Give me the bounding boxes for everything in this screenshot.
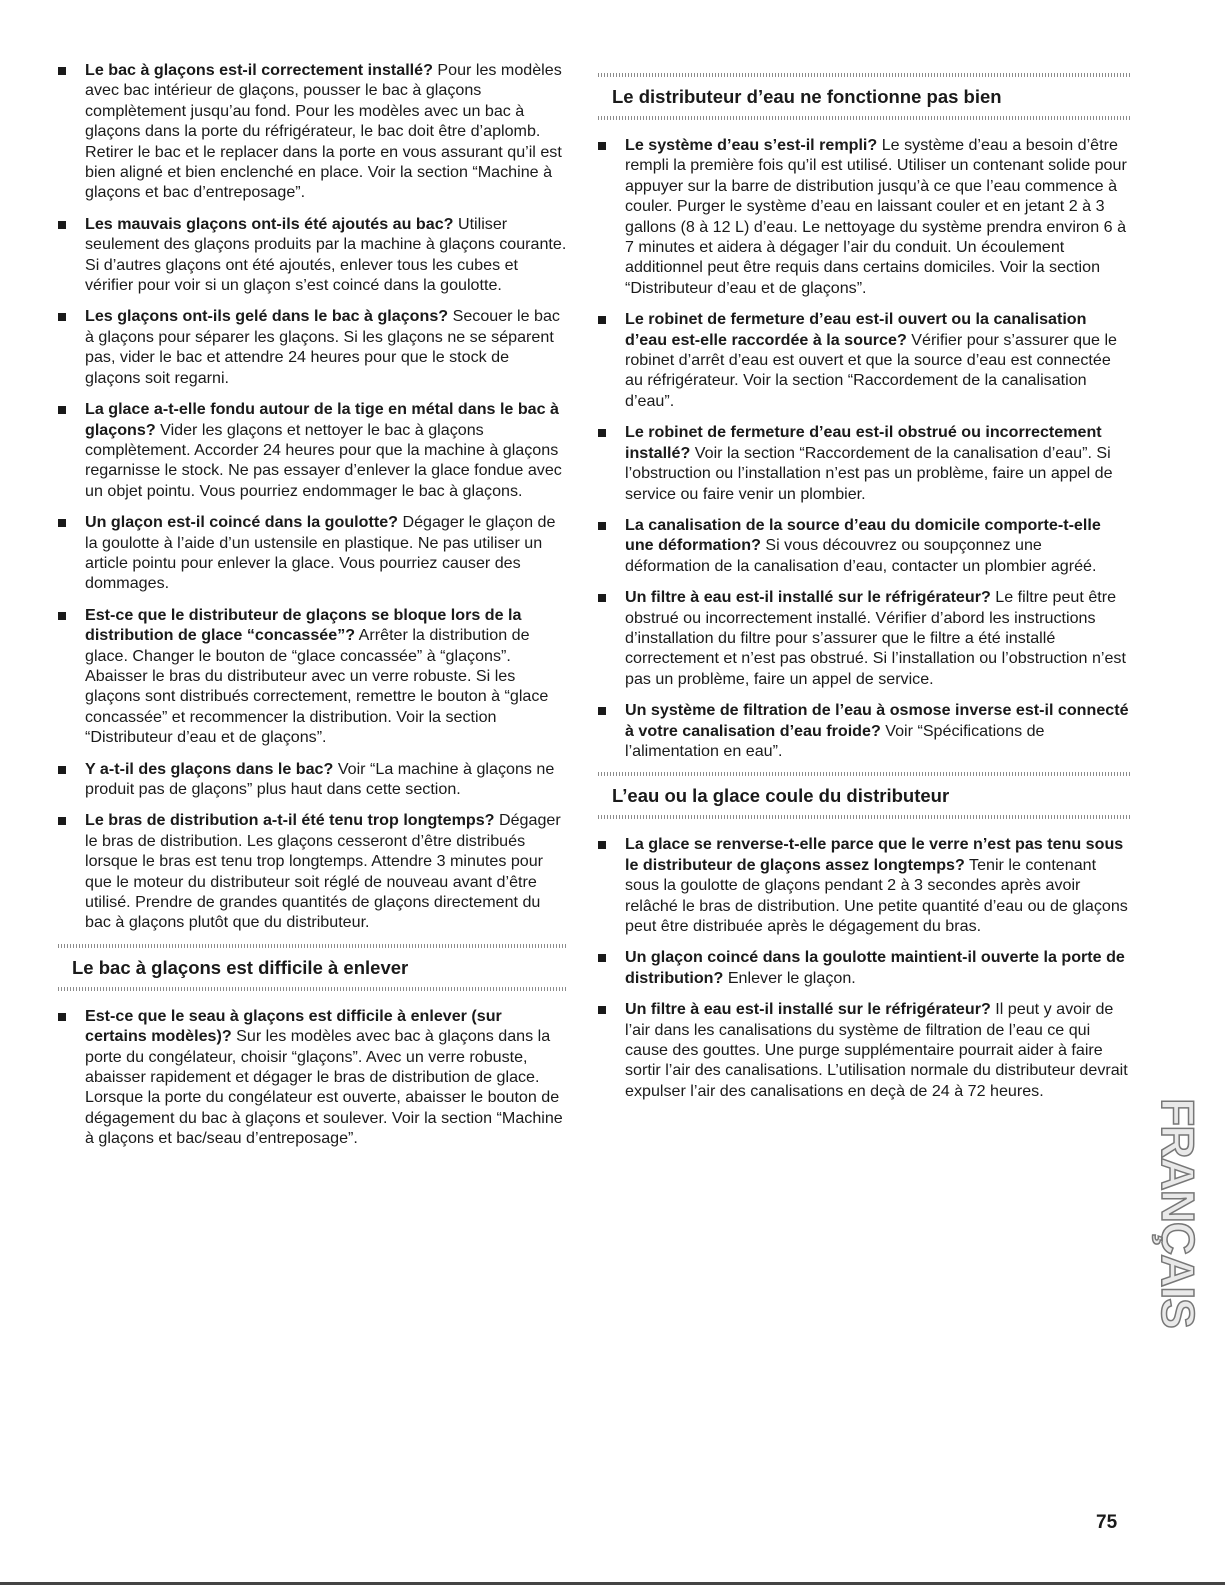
list-item — [58, 399, 568, 501]
answer: Arrêter la distribution de glace. Changer le bouton de “glace concassée” à “glaçons”. Abaisser le bras du distributeur avec un verre robuste. Si les glaçons sont distribués correctement, remettre le bouton à “glace concassée” et recommencer la distribution. Voir la section “Distributeur d’eau et de glaçons”. — [85, 626, 549, 747]
question: Les glaçons ont-ils gelé dans le bac à glaçons? — [85, 307, 449, 326]
answer: Voir “Spécifications de l’alimentation en eau”. — [625, 721, 1045, 760]
section-title: Le distributeur d’eau ne fonctionne pas bien — [612, 86, 1002, 107]
question: Le système d’eau s’est-il rempli? — [625, 136, 878, 154]
answer: Tenir le contenant sous la goulotte de glaçons pendant 2 à 3 secondes après avoir relâché le bras de distribution. Une petite quantité d’eau ou de glaçons peut être distribuée après le dégagement du bras. — [625, 855, 1128, 935]
answer: Enlever le glaçon. — [723, 968, 856, 987]
answer: Dégager le glaçon de la goulotte à l’aide d’un ustensile en plastique. Ne pas utiliser un article pointu pour enlever la glace. Vous pourriez causer des dommages. — [85, 513, 556, 593]
list-item — [598, 700, 1130, 761]
answer: Voir “La machine à glaçons ne produit pas de glaçons” plus haut dans cette section. — [85, 759, 555, 798]
bullet-list — [598, 135, 1130, 761]
left-column — [58, 60, 568, 1160]
page-number: 75 — [1096, 1512, 1118, 1533]
answer: Secouer le bac à glaçons pour séparer les glaçons. Si les glaçons ne se séparent pas, vider le bac et attendre 24 heures pour que le stock de glaçons soit regarni. — [85, 307, 560, 387]
list-item — [58, 759, 568, 800]
question: La canalisation de la source d’eau du domicile comporte-t-elle une déformation? — [625, 515, 1101, 555]
answer: Le filtre peut être obstrué ou incorrectement installé. Vérifier d’abord les instructions d’installation du filtre pour s’assurer que le filtre a été installé correctement et n’est pas obstrué. Si l’installation ou l’obstruction n’est pas un problème, faire un appel de service. — [625, 588, 1126, 688]
list-item — [598, 834, 1130, 936]
question: Un filtre à eau est-il installé sur le réfrigérateur? — [625, 588, 991, 607]
list-item — [598, 135, 1130, 298]
list-item — [598, 587, 1130, 689]
question: Un filtre à eau est-il installé sur le réfrigérateur? — [625, 1000, 991, 1019]
question: La glace se renverse-t-elle parce que le verre n’est pas tenu sous le distributeur de glaçons assez longtemps? — [625, 835, 1124, 874]
answer: Le système d’eau a besoin d’être rempli la première fois qu’il est utilisé. Utiliser un contenant solide pour appuyer sur la barre de distribution jusqu’à ce que l’eau commence à couler. Purger le système d’eau en laissant couler et en jetant 2 à 3 gallons (8 à 12 L) d’eau. Le nettoyage du système prendra environ 6 à 7 minutes et aidera à dégager l’air du conduit. Un écoulement additionnel peut être requis dans certains domiciles. Voir la section “Distributeur d’eau et de glaçons”. — [625, 136, 1127, 297]
list-item — [598, 422, 1130, 504]
answer: Voir la section “Raccordement de la canalisation d’eau”. Si l’obstruction ou l’installation n’est pas un problème, faire un appel de service ou faire venir un plombier. — [625, 443, 1113, 503]
section-title: L’eau ou la glace coule du distributeur — [612, 785, 950, 807]
list-item — [58, 512, 568, 594]
section-heading — [598, 73, 1130, 120]
list-item — [58, 810, 568, 932]
question: Le robinet de fermeture d’eau est-il ouvert ou la canalisation d’eau est-elle raccordée à la source? — [625, 310, 1087, 349]
question: Le bac à glaçons est-il correctement installé? — [85, 61, 433, 79]
right-column — [598, 60, 1130, 1112]
answer: Pour les modèles avec bac intérieur de glaçons, pousser le bac à glaçons complètement jusqu’au fond. Pour les modèles avec un bac à glaçons dans la porte du réfrigérateur, le bac doit être d’aplomb. Retirer le bac et le replacer dans la porte en vous assurant qu’il est bien aligné et bien enclenché en place. Voir la section “Machine à glaçons et bac d’entreposage”. — [85, 61, 562, 202]
language-tab — [1153, 1080, 1203, 1345]
list-item — [598, 309, 1130, 411]
question: Un glaçon coincé dans la goulotte maintient-il ouverte la porte de distribution? — [625, 948, 1125, 987]
question: Est-ce que le seau à glaçons est difficile à enlever (sur certains modèles)? — [85, 1006, 502, 1046]
bullet-list — [58, 1006, 568, 1149]
answer: Vider les glaçons et nettoyer le bac à glaçons complètement. Accorder 24 heures pour que la machine à glaçons regarnisse le stock. Ne pas essayer d’enlever la glace fondue avec un objet pointu. Vous pourriez endommager le bac à glaçons. — [85, 420, 562, 500]
list-item — [598, 999, 1130, 1101]
section-title: Le bac à glaçons est difficile à enlever — [72, 956, 409, 978]
answer: Sur les modèles avec bac à glaçons dans la porte du congélateur, choisir “glaçons”. Avec un verre robuste, abaisser rapidement et dégager le bras de distribution de glace. Lorsque la porte du congélateur est ouverte, abaisser le bouton de dégagement du bac à glaçons et soulever. Voir la section “Machine à glaçons et bac/seau d’entreposage”. — [85, 1027, 563, 1148]
list-item — [598, 515, 1130, 576]
language-tab-label: FRANÇAIS — [1152, 1097, 1205, 1328]
list-item — [598, 947, 1130, 988]
answer: Utiliser seulement des glaçons produits par la machine à glaçons courante. Si d’autres glaçons ont été ajoutés, enlever tous les cubes et vérifier pour voir si un glaçon s’est coincé dans la goulotte. — [85, 214, 567, 295]
section-heading — [58, 944, 568, 991]
answer: Vérifier pour s’assurer que le robinet d’arrêt d’eau est ouvert et que la source d’eau est connectée au réfrigérateur. Voir la section “Raccordement de la canalisation d’eau”. — [625, 330, 1117, 410]
list-item — [58, 306, 568, 388]
question: Y a-t-il des glaçons dans le bac? — [85, 759, 334, 778]
list-item — [58, 214, 568, 296]
answer: Il peut y avoir de l’air dans les canalisations du système de filtration de l’eau ce qui cause des gouttes. Une purge supplémentaire pourrait aider à faire sortir l’air des canalisations. L’utilisation normale du distributeur devrait expulser l’air des canalisations en deçà de 24 à 72 heures. — [625, 1000, 1128, 1100]
question: Le robinet de fermeture d’eau est-il obstrué ou incorrectement installé? — [625, 423, 1102, 462]
question: Les mauvais glaçons ont-ils été ajoutés au bac? — [85, 214, 454, 233]
list-item — [58, 605, 568, 748]
question: Le bras de distribution a-t-il été tenu trop longtemps? — [85, 811, 495, 830]
section-heading — [598, 772, 1130, 819]
question: Est-ce que le distributeur de glaçons se bloque lors de la distribution de glace “concassée”? — [85, 605, 522, 645]
question: La glace a-t-elle fondu autour de la tige en métal dans le bac à glaçons? — [85, 400, 559, 439]
bullet-list — [58, 60, 568, 933]
answer: Si vous découvrez ou soupçonnez une déformation de la canalisation d’eau, contacter un plombier agréé. — [625, 536, 1097, 575]
list-item — [58, 60, 568, 203]
answer: Dégager le bras de distribution. Les glaçons cesseront d’être distribués lorsque le bras est tenu trop longtemps. Attendre 3 minutes pour que le moteur du distributeur soit réglé de nouveau avant d’être utilisé. Prendre de grandes quantités de glaçons directement du bac à glaçons plutôt que du distributeur. — [85, 811, 561, 932]
bullet-list — [598, 834, 1130, 1101]
list-item — [58, 1006, 568, 1149]
question: Un glaçon est-il coincé dans la goulotte? — [85, 513, 398, 532]
question: Un système de filtration de l’eau à osmose inverse est-il connecté à votre canalisation d’eau froide? — [625, 701, 1129, 740]
